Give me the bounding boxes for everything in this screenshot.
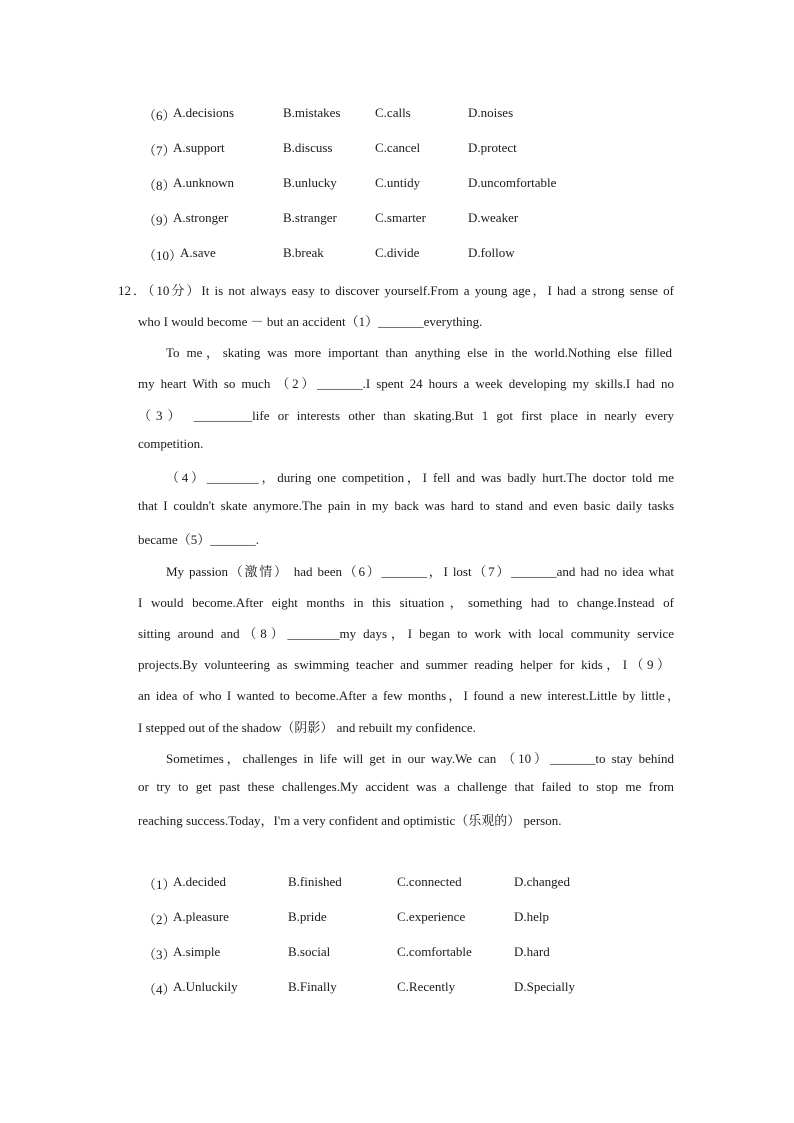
option-c: C.Recently [397,979,456,994]
option-b: B.discuss [283,140,333,155]
option-d: D.protect [468,140,517,155]
option-number: （3） [143,947,176,962]
option-number: （6） [143,108,176,123]
option-number: （9） [143,213,176,228]
option-a: A.save [180,245,216,260]
option-c: C.divide [375,245,420,260]
passage-line: became（5）_______. [138,532,259,547]
passage-line: who I would become － but an accident（1）_______everything. [138,314,483,329]
option-b: B.pride [288,909,327,924]
passage-line: competition. [138,436,204,451]
option-d: D.weaker [468,210,519,225]
option-row [0,245,794,265]
option-b: B.Finally [288,979,337,994]
passage-line: To me，skating was more important than anything else in the world.Nothing else filled [166,345,672,360]
passage-line: I would become.After eight months in this situation，something had to change.Instead of [138,595,674,610]
option-a: A.Unluckily [173,979,238,994]
option-a: A.unknown [173,175,235,190]
option-number: （7） [143,143,176,158]
option-b: B.mistakes [283,105,341,120]
option-c: C.smarter [375,210,426,225]
passage-line: （4）________，during one competition，I fell and was badly hurt.The doctor told me [166,470,674,485]
passage-line: projects.By volunteering as swimming teacher and summer reading helper for kids，I（9） [138,657,670,672]
option-d: D.Specially [514,979,576,994]
passage-line: My passion（激情） had been（6）_______，I lost（7）_______and had no idea what [166,564,674,579]
option-row [0,944,794,964]
option-number: （1） [143,877,176,892]
option-d: D.follow [468,245,515,260]
option-c: C.calls [375,105,411,120]
option-number: （10） [143,248,183,263]
option-c: C.untidy [375,175,421,190]
passage-line: Sometimes，challenges in life will get in our way.We can （10）_______to stay behind [166,751,674,766]
question-header-line: 12．（10分）It is not always easy to discover yourself.From a young age，I had a strong sense of [118,283,674,298]
option-a: A.decided [173,874,227,889]
option-d: D.noises [468,105,514,120]
passage-line: sitting around and（8）________my days，I began to work with local community service [138,626,674,641]
passage-line: I stepped out of the shadow（阴影） and rebuilt my confidence. [138,720,476,735]
option-number: （8） [143,178,176,193]
option-a: A.stronger [173,210,229,225]
passage-line: my heart With so much （2）_______.I spent 24 hours a week developing my skills.I had no [138,376,674,391]
option-d: D.uncomfortable [468,175,557,190]
option-row [0,140,794,160]
option-c: C.cancel [375,140,421,155]
option-d: D.hard [514,944,550,959]
option-b: B.finished [288,874,342,889]
option-c: C.connected [397,874,462,889]
passage-line: an idea of who I wanted to become.After a few months，I found a new interest.Little by little， [138,688,680,703]
option-row [0,979,794,999]
option-row [0,175,794,195]
option-row [0,909,794,929]
passage-line: reaching success.Today，I'm a very confident and optimistic（乐观的） person. [138,813,562,828]
option-c: C.comfortable [397,944,472,959]
option-b: B.stranger [283,210,337,225]
option-a: A.simple [173,944,221,959]
passage-line: or try to get past these challenges.My accident was a challenge that failed to stop me from [138,779,674,794]
passage-line: that I couldn't skate anymore.The pain in my back was hard to stand and even basic daily tasks [138,498,674,513]
option-c: C.experience [397,909,466,924]
option-d: D.help [514,909,550,924]
option-row [0,105,794,125]
option-b: B.break [283,245,324,260]
option-a: A.support [173,140,225,155]
option-a: A.decisions [173,105,235,120]
option-row [0,210,794,230]
option-b: B.unlucky [283,175,337,190]
option-number: （2） [143,912,176,927]
option-row [0,874,794,894]
option-number: （4） [143,982,176,997]
passage-line: （3） _________life or interests other than skating.But 1 got first place in nearly every [138,408,674,423]
option-b: B.social [288,944,331,959]
option-a: A.pleasure [173,909,229,924]
option-d: D.changed [514,874,570,889]
